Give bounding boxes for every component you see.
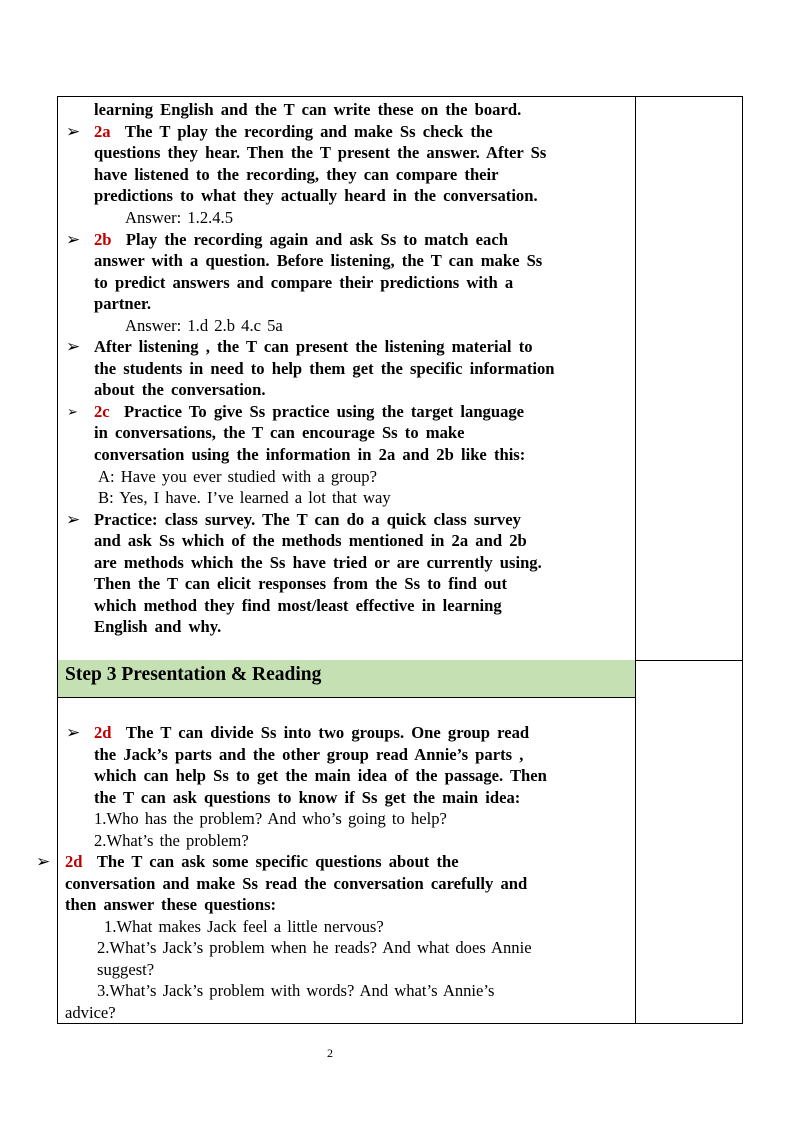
text-line: about the conversation. — [94, 380, 266, 399]
tag-2c: 2c — [94, 402, 110, 421]
item-2a — [94, 121, 493, 143]
text-line: Then the T can elicit responses from the Ss to find out — [94, 574, 507, 593]
text-line: partner. — [94, 294, 151, 313]
text-line: The T can ask some specific questions about the — [96, 852, 459, 871]
column-divider — [635, 97, 636, 1023]
text-line: the students in need to help them get the specific information — [94, 359, 555, 378]
dialogue-line: B: Yes, I have. I’ve learned a lot that way — [98, 488, 391, 507]
text-line: then answer these questions: — [65, 895, 277, 914]
text-line: English and why. — [94, 617, 222, 636]
text-line: the T can ask questions to know if Ss get the main idea: — [94, 788, 521, 807]
page-number: 2 — [327, 1046, 333, 1060]
item-2d — [94, 722, 529, 744]
text-line: to predict answers and compare their predictions with a — [94, 273, 514, 292]
answer-line: Answer: 1.2.4.5 — [125, 208, 234, 227]
question-line: 1.What makes Jack feel a little nervous? — [104, 917, 384, 936]
arrow-bullet-icon: ➢ — [66, 510, 81, 529]
text-line: conversation and make Ss read the conversation carefully and — [65, 874, 528, 893]
question-line: advice? — [65, 1003, 116, 1022]
text-line: Practice: class survey. The T can do a quick class survey — [94, 510, 521, 529]
text-line: have listened to the recording, they can compare their — [94, 165, 499, 184]
text-line: in conversations, the T can encourage Ss to make — [94, 423, 465, 442]
question-line: 2.What’s Jack’s problem when he reads? And what does Annie — [97, 938, 532, 957]
text-line: Play the recording again and ask Ss to match each — [125, 230, 508, 249]
text-line: Practice To give Ss practice using the target language — [123, 402, 525, 421]
text-line: answer with a question. Before listening, the T can make Ss — [94, 251, 543, 270]
question-line: 3.What’s Jack’s problem with words? And what’s Annie’s — [97, 981, 495, 1000]
arrow-bullet-icon: ➢ — [67, 404, 78, 419]
text-line: After listening , the T can present the listening material to — [94, 337, 533, 356]
tag-2d: 2d — [65, 852, 83, 871]
text-line: the Jack’s parts and the other group read Annie’s parts , — [94, 745, 524, 764]
text-line: and ask Ss which of the methods mentioned in 2a and 2b — [94, 531, 527, 550]
tag-2a: 2a — [94, 122, 111, 141]
item-2d-specific — [65, 851, 459, 873]
text-line: which method they find most/least effective in learning — [94, 596, 502, 615]
answer-line: Answer: 1.d 2.b 4.c 5a — [125, 316, 283, 335]
question-line: suggest? — [97, 960, 155, 979]
tag-2b: 2b — [94, 230, 112, 249]
lesson-plan-table — [36, 96, 743, 1024]
dialogue-line: A: Have you ever studied with a group? — [98, 467, 377, 486]
step-title: Step 3 Presentation & Reading — [65, 664, 322, 685]
question-line: 1.Who has the problem? And who’s going to help? — [94, 809, 447, 828]
arrow-bullet-icon: ➢ — [66, 122, 81, 141]
text-line: learning English and the T can write these on the board. — [94, 100, 522, 119]
question-line: 2.What’s the problem? — [94, 831, 249, 850]
arrow-bullet-icon: ➢ — [66, 230, 81, 249]
text-line: are methods which the Ss have tried or are currently using. — [94, 553, 542, 572]
text-line: The T play the recording and make Ss check the — [124, 122, 493, 141]
arrow-bullet-icon: ➢ — [36, 852, 51, 871]
text-line: predictions to what they actually heard in the conversation. — [94, 186, 538, 205]
text-line: questions they hear. Then the T present the answer. After Ss — [94, 143, 547, 162]
text-line: which can help Ss to get the main idea of the passage. Then — [94, 766, 547, 785]
arrow-bullet-icon: ➢ — [66, 723, 81, 742]
step-header — [58, 660, 635, 698]
arrow-bullet-icon: ➢ — [66, 337, 81, 356]
item-2c — [94, 401, 524, 423]
item-2b — [94, 229, 508, 251]
tag-2d: 2d — [94, 723, 112, 742]
text-line: The T can divide Ss into two groups. One group read — [125, 723, 530, 742]
text-line: conversation using the information in 2a and 2b like this: — [94, 445, 526, 464]
